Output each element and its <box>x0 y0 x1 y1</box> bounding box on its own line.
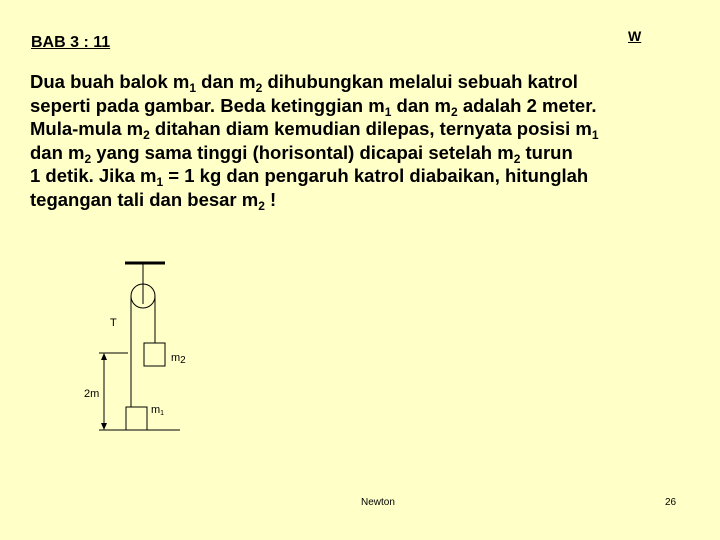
text-run: dan m <box>391 94 452 116</box>
text-run: = 1 kg dan pengaruh katrol diabaikan, hitunglah <box>163 165 589 186</box>
subscript: 2 <box>513 151 521 166</box>
text-run: yang sama tinggi (horisontal) dicapai setelah m <box>91 141 514 163</box>
subscript: 2 <box>255 81 263 95</box>
subscript: 1 <box>156 175 164 189</box>
mass-m1-label <box>151 404 164 417</box>
text-run: turun <box>520 141 573 163</box>
text-run: dan m <box>196 71 256 92</box>
text-run: 1 detik. Jika m <box>30 165 157 186</box>
text-run: Dua buah balok m <box>30 71 190 92</box>
text-run: adalah 2 meter. <box>457 94 597 116</box>
page-number: 26 <box>665 497 677 508</box>
footer-subject: Newton <box>361 497 395 508</box>
text-run: Mula-mula m <box>30 118 144 139</box>
header-mark: W <box>628 28 642 44</box>
section-title: BAB 3 : 11 <box>31 34 111 51</box>
subscript: 1 <box>591 128 599 142</box>
text-run: ditahan diam kemudian dilepas, ternyata posisi m <box>149 118 592 139</box>
mass-m1-letter: m <box>151 404 161 416</box>
text-run: tegangan tali dan besar m <box>30 188 259 210</box>
mass-m2-sub: 2 <box>180 355 186 366</box>
text-run: dihubungkan melalui sebuah katrol <box>262 71 578 92</box>
subscript: 2 <box>84 151 92 166</box>
mass-m2-letter: m <box>171 352 181 364</box>
mass-m1-block <box>126 407 147 430</box>
mass-m2-label <box>171 352 186 366</box>
tension-label: T <box>110 317 117 329</box>
text-run: seperti pada gambar. Beda ketinggian m <box>30 94 385 116</box>
subscript: 1 <box>189 81 197 95</box>
text-run: ! <box>264 188 277 210</box>
subscript: 2 <box>258 198 265 213</box>
mass-m2-block <box>144 343 165 366</box>
height-arrow-up <box>101 353 107 360</box>
subscript: 2 <box>451 104 458 119</box>
text-run: dan m <box>30 141 85 163</box>
height-label: 2m <box>84 388 100 400</box>
height-arrow-down <box>101 423 107 430</box>
subscript: 1 <box>384 104 392 119</box>
mass-m1-sub: 1 <box>160 410 165 417</box>
subscript: 2 <box>143 128 150 142</box>
